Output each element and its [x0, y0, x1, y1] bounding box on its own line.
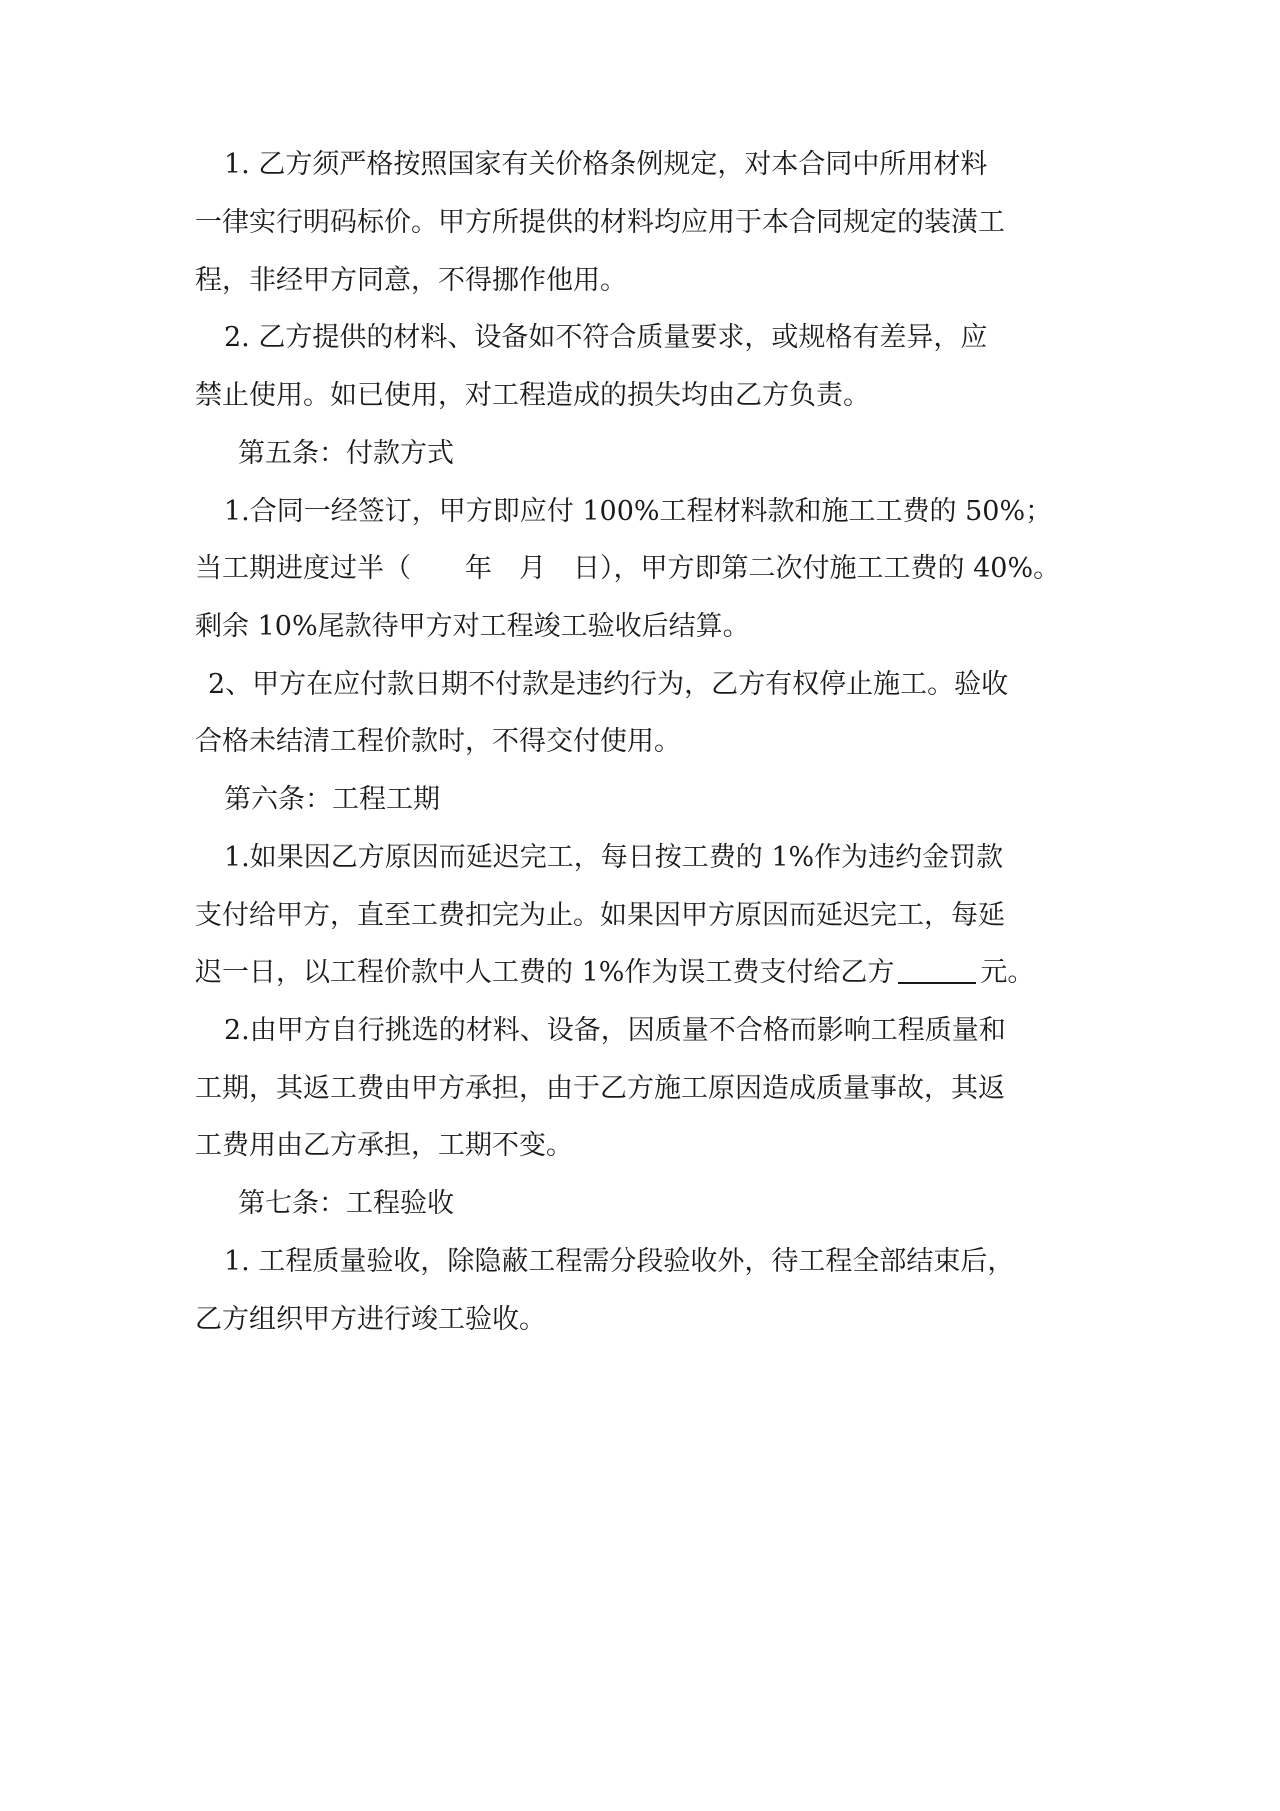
line-text: 程，非经甲方同意，不得挪作他用。 — [195, 265, 627, 296]
line-text: 一律实行明码标价。甲方所提供的材料均应用于本合同规定的装潢工 — [195, 207, 1005, 238]
line-text: 迟一日，以工程价款中人工费的 1%作为误工费支付给乙方 — [195, 957, 895, 988]
line-text: 2.由甲方自行挑选的材料、设备，因质量不合格而影响工程质量和 — [224, 1015, 1006, 1046]
paragraph-line — [195, 1126, 1095, 1166]
paragraph-line — [195, 203, 1095, 243]
paragraph-line — [224, 1242, 1095, 1282]
line-text: 2. 乙方提供的材料、设备如不符合质量要求，或规格有差异，应 — [224, 322, 988, 353]
line-text: 2、甲方在应付款日期不付款是违约行为，乙方有权停止施工。验收 — [208, 669, 1009, 700]
paragraph-line — [208, 665, 1108, 705]
heading-text: 第七条：工程验收 — [238, 1188, 454, 1219]
line-text: 工期，其返工费由甲方承担，由于乙方施工原因造成质量事故，其返 — [195, 1073, 1005, 1104]
paragraph-line — [195, 1069, 1095, 1109]
section-heading-6 — [224, 780, 1095, 820]
line-text: 支付给甲方，直至工费扣完为止。如果因甲方原因而延迟完工，每延 — [195, 900, 1005, 931]
paragraph-line — [224, 838, 1095, 878]
paragraph-line — [195, 261, 1095, 301]
heading-text: 第六条：工程工期 — [224, 784, 440, 815]
line-text: 1.如果因乙方原因而延迟完工，每日按工费的 1%作为违约金罚款 — [224, 842, 1004, 873]
line-text: 剩余 10%尾款待甲方对工程竣工验收后结算。 — [195, 611, 750, 642]
line-text: 禁止使用。如已使用，对工程造成的损失均由乙方负责。 — [195, 380, 870, 411]
line-text: 当工期进度过半（ 年 月 日），甲方即第二次付施工工费的 40%。 — [195, 553, 1061, 584]
paragraph-line — [195, 1300, 1095, 1340]
paragraph-line — [195, 722, 1095, 762]
paragraph-line — [224, 145, 1095, 185]
paragraph-line — [224, 318, 1095, 358]
paragraph-line — [224, 1011, 1095, 1051]
line-text: 元。 — [980, 957, 1035, 988]
line-text: 1. 乙方须严格按照国家有关价格条例规定，对本合同中所用材料 — [224, 149, 988, 180]
paragraph-line — [195, 896, 1095, 936]
line-text: 合格未结清工程价款时，不得交付使用。 — [195, 726, 681, 757]
paragraph-line — [195, 549, 1095, 589]
paragraph-line — [195, 376, 1095, 416]
line-text: 乙方组织甲方进行竣工验收。 — [195, 1304, 546, 1335]
paragraph-line — [224, 492, 1095, 532]
paragraph-line — [195, 953, 1095, 993]
line-text: 工费用由乙方承担，工期不变。 — [195, 1130, 573, 1161]
line-text: 1. 工程质量验收，除隐蔽工程需分段验收外，待工程全部结束后， — [224, 1246, 1015, 1277]
paragraph-line — [195, 607, 1095, 647]
heading-text: 第五条：付款方式 — [238, 438, 454, 469]
section-heading-7 — [238, 1184, 1095, 1224]
section-heading-5 — [238, 434, 1095, 474]
line-text: 1.合同一经签订，甲方即应付 100%工程材料款和施工工费的 50%； — [224, 496, 1053, 527]
fill-in-blank — [898, 955, 976, 984]
